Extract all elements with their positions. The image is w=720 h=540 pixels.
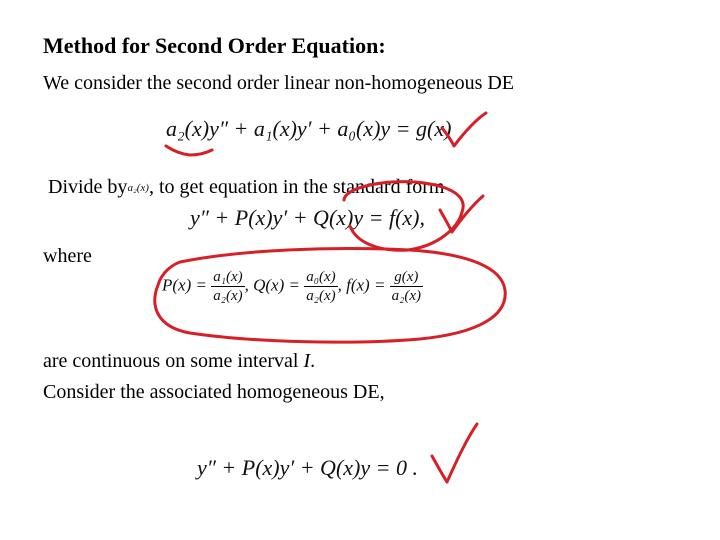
q-label: , Q(x) = [244,275,300,295]
f-label: , f(x) = [337,275,386,295]
p-fraction [211,268,244,305]
continuity-prefix: are continuous on some interval [43,350,304,372]
interval-symbol: I [303,350,311,372]
continuity-text [43,350,315,373]
slide-title: Method for Second Order Equation: [43,33,386,58]
continuity-suffix: . [310,350,316,372]
checkmark-3 [432,424,477,482]
divide-by-text [48,176,444,199]
underline-a2 [166,146,212,155]
nonhomogeneous-equation: a₂(x)y″ + a₁(x)y′ + a₀(x)y = g(x) [166,116,452,141]
p-denominator: a₂(x) [213,288,243,304]
f-denominator: a₂(x) [391,288,422,304]
p-numerator: a₁(x) [213,269,243,285]
f-numerator: g(x) [390,268,423,287]
coefficient-definitions [162,268,423,305]
divide-suffix: , to get equation in the standard form [148,176,445,198]
divide-prefix: Divide by [48,176,128,198]
f-fraction [390,268,423,305]
q-numerator: a₀(x) [306,269,336,285]
divide-symbol: a₂(x) [127,182,149,194]
p-label: P(x) = [162,275,207,295]
homogeneous-intro: Consider the associated homogeneous DE, [43,381,385,403]
where-label: where [43,245,92,267]
q-denominator: a₂(x) [306,288,336,304]
q-fraction [304,268,337,305]
checkmark-2 [440,196,483,232]
intro-text: We consider the second order linear non-homogeneous DE [43,72,515,94]
homogeneous-equation: y″ + P(x)y′ + Q(x)y = 0 . [197,455,418,480]
standard-form-equation: y″ + P(x)y′ + Q(x)y = f(x), [190,205,425,230]
